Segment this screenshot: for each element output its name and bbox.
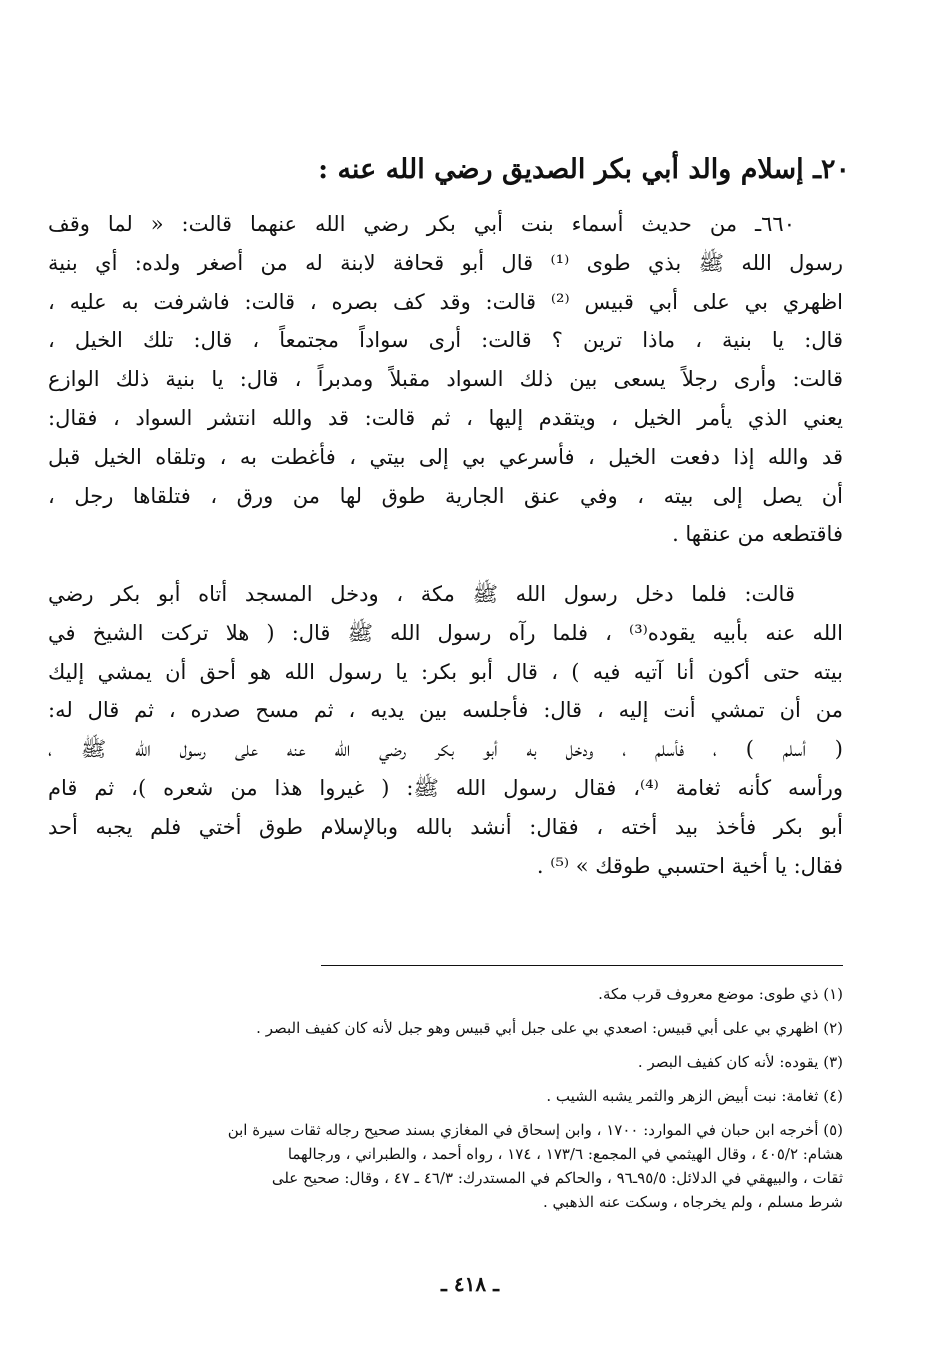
text-line: ٦٦٠ـ من حديث أسماء بنت أبي بكر رضي الله عنهما قالت: « لما وقف	[48, 212, 795, 236]
text-line: يعني الذي يأمر الخيل ، ويتقدم إليها ، ثم قالت: قد والله انتشر السواد ، فقال:	[48, 405, 843, 430]
footnote-5-line: (٥) أخرجه ابن حبان في الموارد: ١٧٠٠ ، وابن إسحاق في المغازي بسند صحيح رجاله ثقات سيرة ابن	[227, 1121, 843, 1139]
section-heading: ٢٠ـ إسلام والد أبي بكر الصديق رضي الله عنه :	[318, 154, 850, 185]
footnote-2: (٢) اظهري بي على أبي قبيس: اصعدي بي على جبل أبي قبيس وهو جبل لأنه كان كفيف البصر .	[256, 1019, 843, 1037]
footnote-3: (٣) يقوده: لأنه كان كفيف البصر .	[637, 1053, 843, 1071]
footnote-divider	[321, 965, 843, 966]
footnote-1: (١) ذي طوى: موضع معروف قرب مكة.	[598, 985, 843, 1003]
text-line: بيته حتى أكون أنا آتيه فيه ) ، قال أبو بكر: يا رسول الله هو أحق أن يمشي إليك	[48, 659, 843, 684]
text-line: قد والله إذا دفعت الخيل ، فأسرعي بي إلى بيتي ، فأغطت به ، وتلقاه الخيل قبل	[48, 444, 843, 469]
text-line: فاقتطعه من عنقها .	[672, 522, 843, 547]
text-line: قال: يا بنية ، ماذا ترين ؟ قالت: أرى سواداً مجتمعاً ، قال: تلك الخيل ،	[48, 328, 843, 353]
text-line: ورأسه كأنه ثغامة ⁽⁴⁾، فقال رسول الله ﷺ: ( غيروا هذا من شعره )، ثم قام	[48, 775, 843, 800]
footnote-5-line: ثقات ، والبيهقي في الدلائل: ٩٥/٥ـ٩٦ ، والحاكم في المستدرك: ٤٦/٣ ـ ٤٧ ، وقال: صحيح على	[271, 1169, 843, 1187]
footnote-5-line: هشام: ٤٠٥/٢ ، وقال الهيثمي في المجمع: ١٧٣/٦ ، ١٧٤ ، رواه أحمد ، والطبراني ، ورجالهما	[287, 1145, 843, 1163]
text-line: ( أسلم ) ، فأسلم ، ودخل به أبو بكر رضي الله عنه على رسول الله ﷺ ،	[48, 737, 843, 762]
text-line: اظهري بي على أبي قبيس ⁽²⁾ قالت: وقد كف بصره ، قالت: فاشرفت به عليه ،	[48, 289, 843, 314]
page-number: ـ ٤١٨ ـ	[441, 1272, 499, 1296]
text-line: أبو بكر فأخذ بيد أخته ، فقال: أنشد بالله وبالإسلام طوق أختي فلم يجبه أحد	[48, 814, 843, 839]
text-line: الله عنه بأبيه يقوده⁽³⁾ ، فلما رآه رسول الله ﷺ قال: ( هلا تركت الشيخ في	[48, 620, 843, 645]
footnotes	[43, 982, 843, 1214]
hadith-paragraph-2	[48, 575, 843, 885]
text-line: قالت: فلما دخل رسول الله ﷺ مكة ، ودخل المسجد أتاه أبو بكر رضي	[48, 582, 795, 606]
text-line: رسول الله ﷺ بذي طوى ⁽¹⁾ قال أبو قحافة لابنة له من أصغر ولده: أي بنية	[48, 250, 843, 275]
text-line: فقال: يا أخية احتسبي طوقك » ⁽⁵⁾ .	[536, 853, 843, 878]
footnote-4: (٤) ثغامة: نبت أبيض الزهر والثمر يشبه الشيب .	[546, 1087, 843, 1105]
text-line: أن يصل إلى بيته ، وفي عنق الجارية طوق لها من ورق ، فتلقاها رجل ،	[48, 483, 843, 508]
footnote-5-line: شرط مسلم ، ولم يخرجاه ، وسكت عنه الذهبي .	[543, 1193, 843, 1211]
text-line: من أن تمشي أنت إليه ، قال: فأجلسه بين يديه ، ثم مسح صدره ، ثم قال له:	[48, 698, 843, 723]
hadith-paragraph-1	[48, 205, 843, 554]
text-line: قالت: وأرى رجلاً يسعى بين ذلك السواد مقبلاً ومدبراً ، قال: يا بنية ذلك الوازع	[48, 367, 843, 392]
